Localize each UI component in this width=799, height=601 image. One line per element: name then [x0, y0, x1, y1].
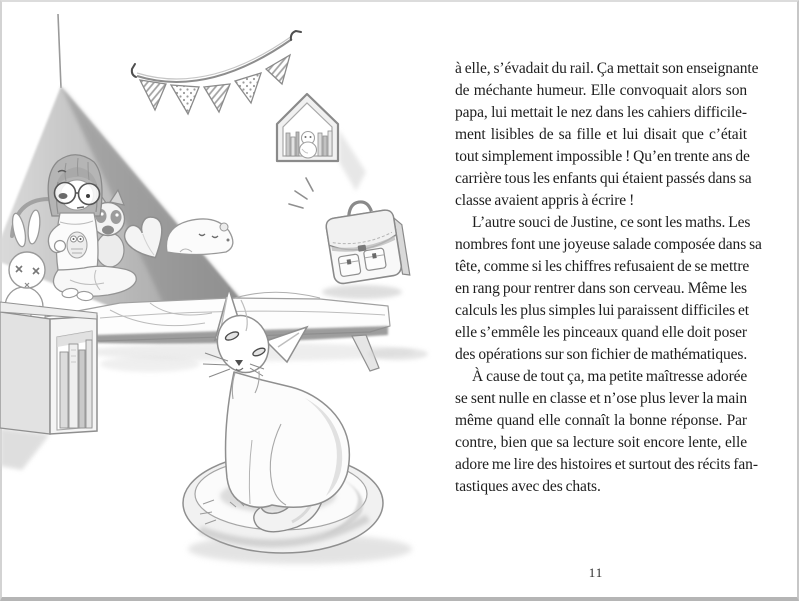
text-line: à elle, s’évadait du rail. Ça mettait son enseignante	[455, 60, 759, 77]
text-line: même quand elle connaît la bonne réponse. Par	[455, 412, 747, 429]
glasses-left	[55, 183, 76, 204]
owl-print	[67, 232, 87, 258]
text-line: adore me lire des histoires et surtout des récits fan-	[455, 456, 758, 473]
text-line: classe avaient appris à écrire !	[455, 192, 635, 209]
bunting-hook-left	[132, 64, 136, 77]
bunting-flags	[132, 31, 301, 114]
glasses-right	[79, 184, 100, 205]
text-line: carrière tous les enfants qui étaient passés dans sa	[455, 170, 752, 187]
text-line: nombres font une joyeuse salade composée dans sa	[455, 236, 762, 253]
text-line: papa, lui mettait le nez dans les cahiers difficile-	[455, 104, 747, 121]
books	[60, 340, 92, 428]
text-line: de méchante humeur. Elle convoquait alors son	[455, 82, 747, 99]
open-mouth	[102, 226, 114, 235]
mouth	[77, 207, 84, 208]
eye-left	[59, 193, 68, 199]
pocket	[363, 248, 386, 271]
text-line: L’autre souci de Justine, ce sont les maths. Les	[472, 214, 751, 231]
text-line: À cause de tout ça, ma petite maîtresse adorée	[472, 368, 748, 385]
pocket	[338, 254, 361, 277]
text-line: tout simplement impossible ! Qu’en trente ans de	[455, 148, 750, 165]
text-line: elle s’emmêle les pinceaux quand elle doit poser	[455, 324, 747, 341]
page-number: 11	[588, 565, 604, 580]
body-text	[455, 58, 762, 498]
bunting-hook-right	[291, 31, 301, 40]
text-line: des opérations sur son fichier de mathématiques.	[455, 346, 748, 363]
text-page	[440, 0, 799, 601]
house-shelf	[277, 94, 366, 191]
sparkle-lines	[289, 178, 313, 208]
text-line: en rang pour rentrer dans son cerveau. Même les	[455, 280, 747, 297]
school-satchel	[289, 178, 410, 299]
shelf-bird-figure	[300, 132, 317, 159]
text-line: calculs les plus simples lui paraissent difficiles et	[455, 302, 750, 319]
hand	[55, 241, 66, 252]
text-line: ment lisibles de sa fille et lui disait que c’était	[455, 126, 747, 143]
text-line: contre, bien que sa lecture soit encore lente, elle	[455, 434, 747, 451]
text-line: tastiques avec des chats.	[455, 478, 601, 495]
eye-right	[86, 194, 90, 198]
text-line: se sent nulle en classe et n’ose plus lever la main	[455, 390, 747, 407]
text-line: tête, comme si les chiffres refusaient de se mettre	[455, 258, 750, 275]
